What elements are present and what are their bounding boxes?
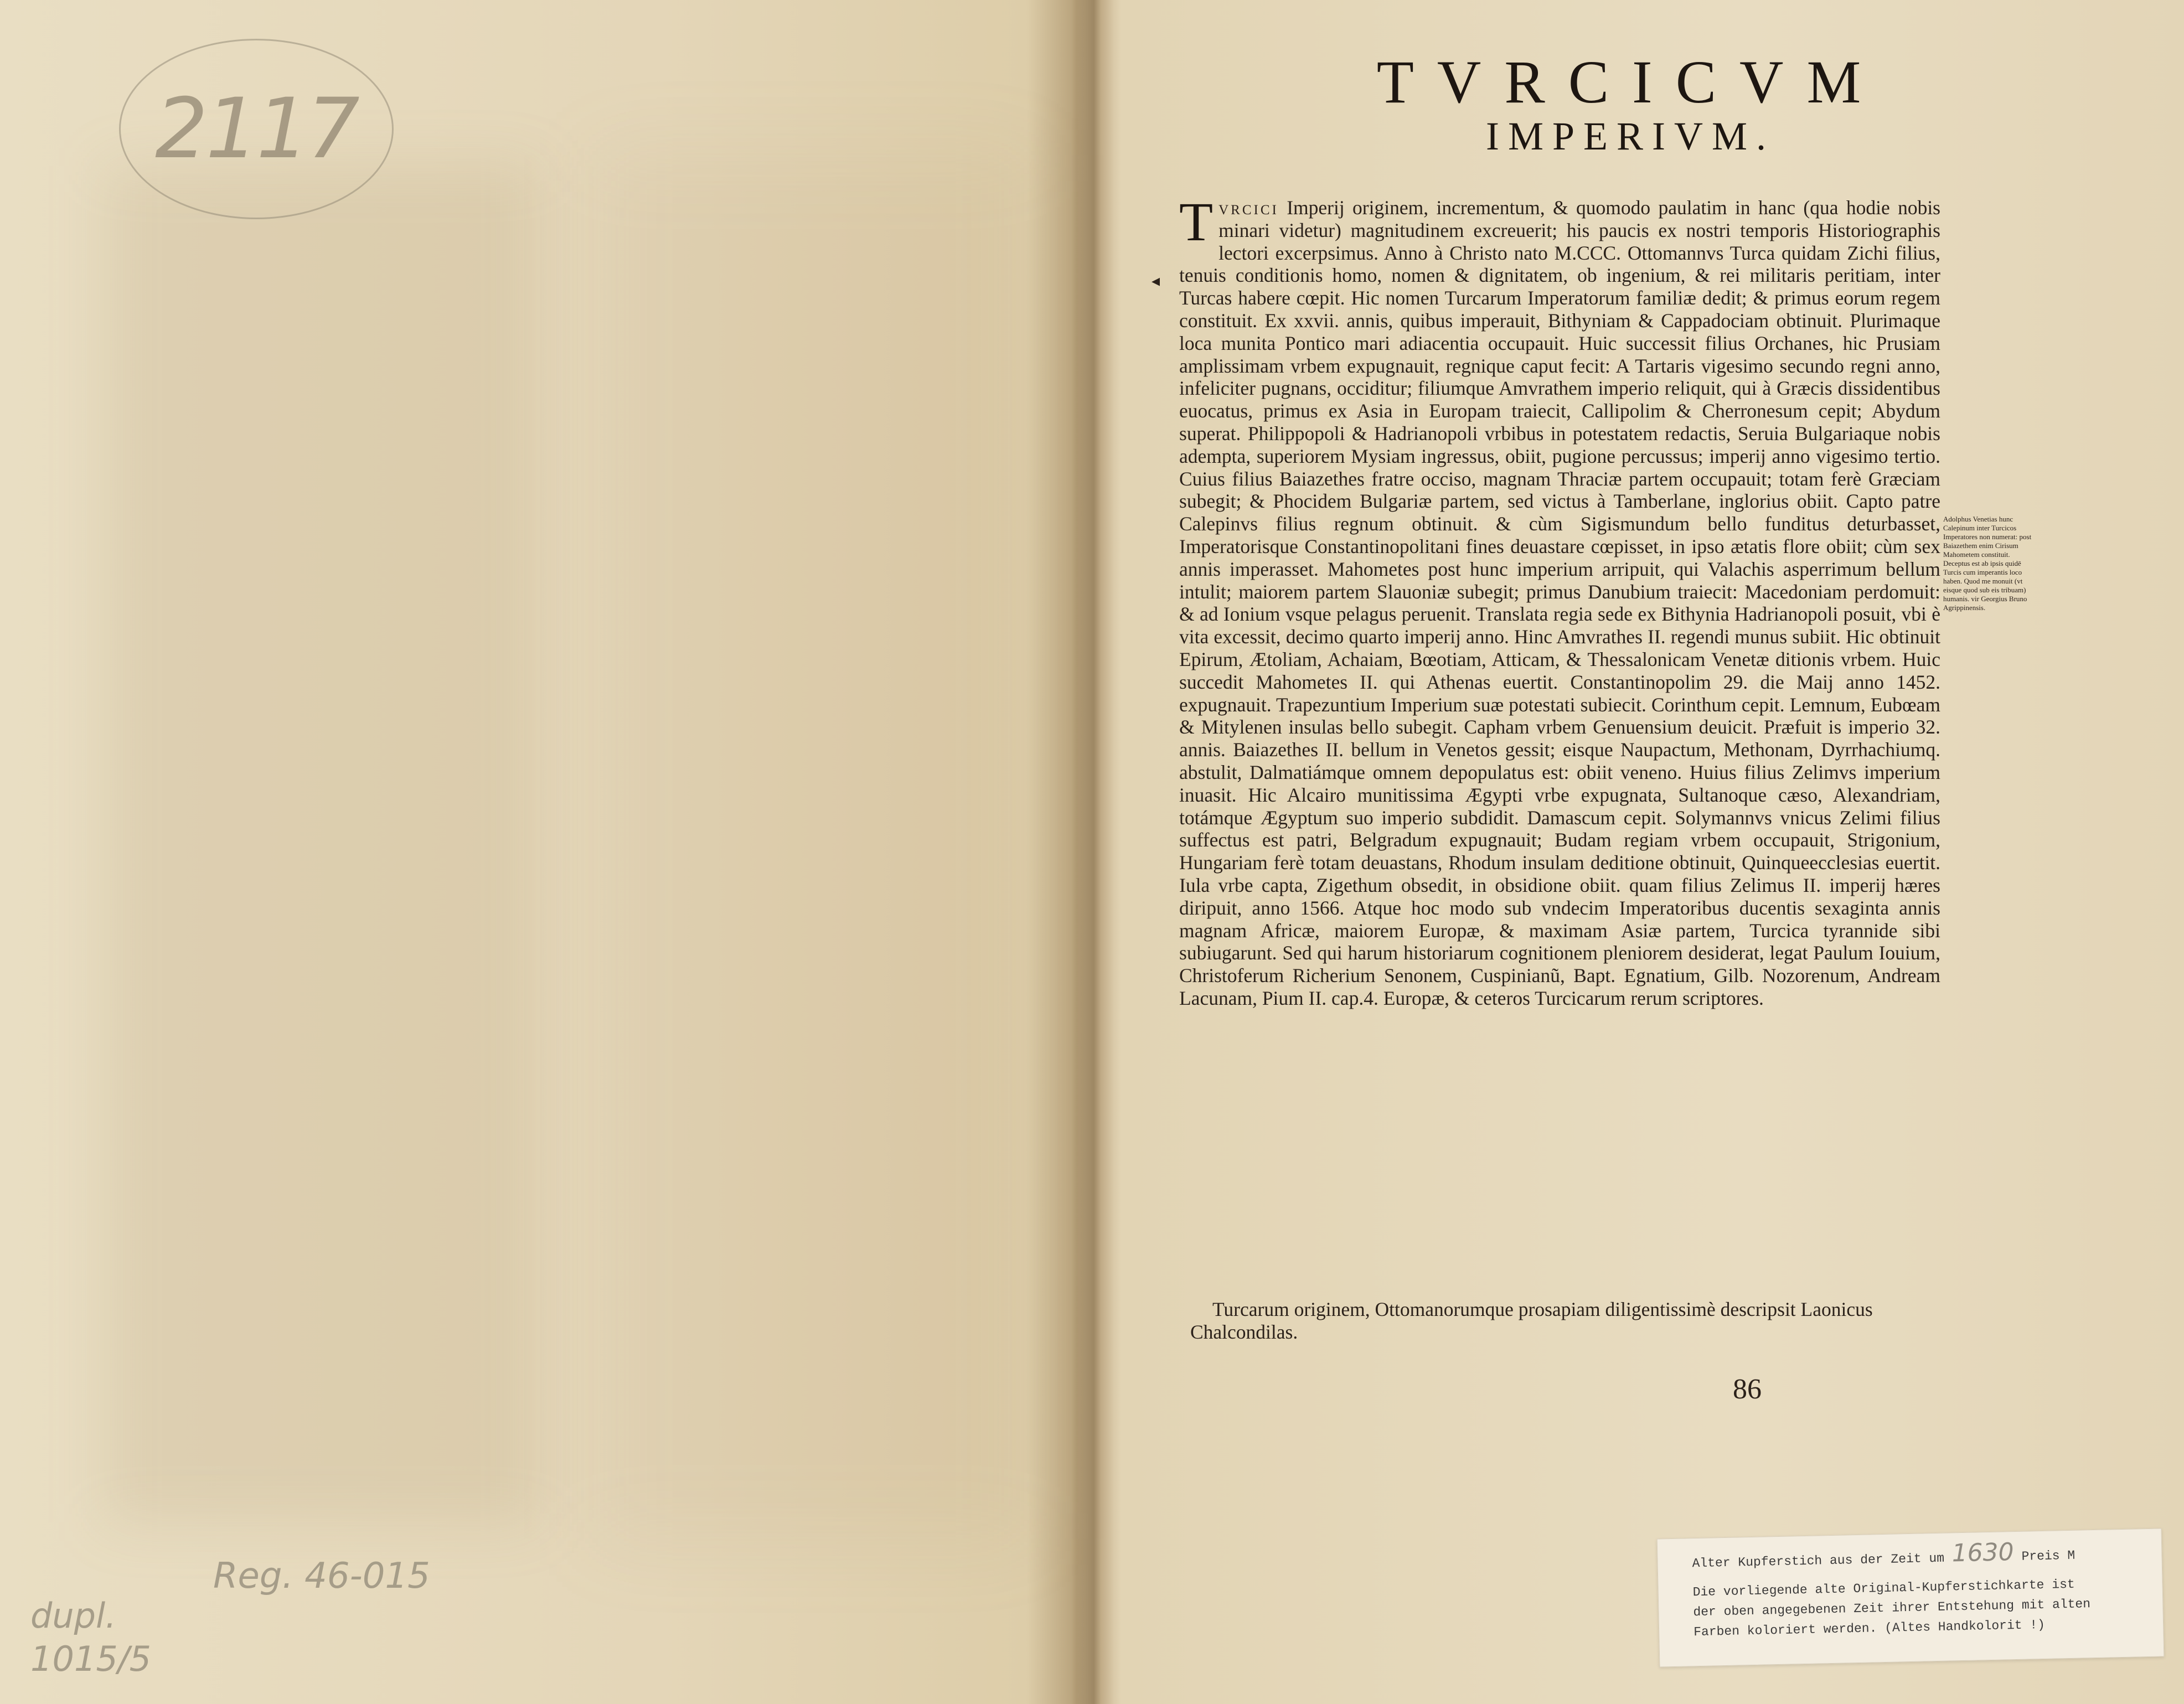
dupl-line-2: 1015/5 bbox=[30, 1639, 152, 1679]
paragraph-opening-smallcaps: vrcici bbox=[1219, 197, 1279, 219]
map-show-through bbox=[105, 166, 537, 1522]
dealer-line-1-text: Alter Kupferstich aus der Zeit um bbox=[1692, 1551, 1945, 1571]
page-title: TVRCICVM bbox=[1376, 48, 1884, 116]
dealer-year: 1630 bbox=[1951, 1538, 2015, 1568]
pencil-duplicate-note bbox=[30, 1594, 151, 1681]
map-show-through-2 bbox=[598, 155, 1030, 1539]
closing-paragraph: Turcarum originem, Ottomanorumque prosapiam diligentissimè descripsit Laonicus Chalcondilas. bbox=[1190, 1298, 1873, 1343]
margin-note: Adolphus Venetias hunc Calepinum inter Turcicos Imperatores non numerat: post Baiazethem enim Cirisum Mahometem constituit. Deceptus est ab ipsis quidē Turcis cum imperantis loco haben. Quod me monuit (vt eisque quod sub eis tribuam) humanis. vir Georgius Bruno Agrippinensis. bbox=[1943, 515, 2032, 612]
dealer-label-line-1 bbox=[1692, 1538, 2157, 1572]
circled-inventory-number bbox=[119, 39, 394, 219]
dealer-label bbox=[1657, 1528, 2165, 1667]
main-paragraph bbox=[1179, 191, 1940, 1010]
page-subtitle: IMPERIVM. bbox=[1485, 114, 1775, 158]
main-text bbox=[1179, 191, 1940, 1010]
dealer-label-line-3: der oben angegebenen Zeit ihrer Entstehung mit alten bbox=[1693, 1597, 2091, 1620]
left-page bbox=[0, 0, 1074, 1704]
page-number: 86 bbox=[1733, 1373, 1762, 1405]
pencil-register-note: Reg. 46-015 bbox=[213, 1556, 430, 1597]
dealer-price: Preis M bbox=[2021, 1548, 2075, 1564]
circled-number-text: 2117 bbox=[155, 81, 358, 177]
dealer-label-line-2: Die vorliegende alte Original-Kupferstichkarte ist bbox=[1692, 1577, 2075, 1600]
paragraph-body: Imperij originem, incrementum, & quomodo paulatim in hanc (qua hodie nobis minari videtur) magnitudinem excreuerit; his paucis ex nostri temporis Historiographis lectori excerpsimus. Anno à Christo nato M.CCC. Ottomannvs Turca quidam Zichi filius, tenuis conditionis homo, nomen & dignitatem, ob ingenium, & rei militaris peritiam, inter Turcas habere cœpit. Hic nomen Turcarum Imperatorum familiæ dedit; & primus eorum regem constituit. Ex xxvii. annis, quibus imperauit, Bithyniam & Cappadociam obtinuit. Plurimaque loca munita Pontico mari adiacentia occupauit. Huic successit filius Orchanes, hic Prusiam amplissimam vrbem expugnauit, regnique caput fecit: A Tartaris vigesimo secundo regni anno, infeliciter pugnans, occiditur; filiumque Amvrathem imperio reliquit, qui à Græcis dissidentibus euocatus, primus ex Asia in Europam traiecit, Callipolim & Cherronesum cepit; Abydum superat. Philippopoli & Hadrianopoli vrbibus in potestatem redactis, Seruia Bulgariaque nobis adempta, superiorem Mysiam ingressus, obiit, pugione percussus; imperij anno vigesimo tertio. Cuius filius Baiazethes fratre occiso, magnam Thraciæ partem occupauit; totam ferè Græciam subegit; & Phocidem Bulgariæ partem, sed victus à Tamberlane, inglorius obiit. Capto patre Calepinvs filius regnum obtinuit. & cùm Sigismundum bello funditus deturbasset, Imperatorisque Constantinopolitani fines deuastare cœpisset, in ipso ætatis flore obiit; cùm sex annis imperasset. Mahometes post hunc imperium arripuit, qui Valachis asperrimum bellum intulit; maiorem partem Slauoniæ subegit; primus Danubium traiecit: Macedoniam perdomuit: & ad Ionium vsque pelagus peruenit. Translata regia sede ex Bithynia Hadrianopoli posuit, vbi è vita excessit, decimo quarto imperij anno. Hinc Amvrathes II. regendi munus subiit. Hic obtinuit Epirum, Ætoliam, Achaiam, Bœotiam, Atticam, & Thessalonicam Venetæ ditionis vrbem. Huic succedit Mahometes II. qui Athenas euertit. Constantinopolim 29. die Maij anno 1452. expugnauit. Trapezuntium Imperium suæ potestati subiecit. Corinthum cepit. Lemnum, Eubœam & Mitylenen insulas bello subegit. Capham vrbem Genuensium deuicit. Præfuit is imperio 32. annis. Baiazethes II. bellum in Venetos gessit; eisque Naupactum, Methonam, Dyrrhachiumq. abstulit, Dalmatiámque omnem depopulatus est: obiit veneno. Huius filius Zelimvs imperium inuasit. Hic Alcairo munitissima Ægypti vrbe expugnata, Sultanoque cæso, Alexandriam, totámque Ægyptum suo imperio subdidit. Damascum cepit. Solymannvs vnicus Zelimi filius suffectus est patri, Belgradum expugnauit; Budam regiam vrbem occupauit, Strigonium, Hungariam ferè totam deuastans, Rhodum insulam deditione obtinuit, Quinqueecclesias euertit. Iula vrbe capta, Zigethum obsedit, in obsidione obiit. quam filius Zelimus II. imperij hæres diripuit, anno 1566. Atque hoc modo sub vndecim Imperatoribus ducentis sexaginta annis magnam Africæ, maiorem Europæ, & maximam Asiæ partem, Turcica tyrannide sibi subiugarunt. Sed qui harum historiarum cognitionem pleniorem desiderat, legat Paulum Iouium, Christoferum Richerium Senonem, Cuspinianũ, Bapt. Egnatium, Gilb. Nozorenum, Andream Lacunam, Pium II. cap.4. Europæ, & ceteros Turcicarum rerum scriptores. bbox=[1179, 197, 1940, 1009]
dealer-label-line-4: Farben koloriert werden. (Altes Handkolorit !) bbox=[1693, 1617, 2046, 1640]
pointer-mark-icon: ◂ bbox=[1152, 272, 1160, 290]
right-page bbox=[1113, 0, 2184, 1704]
drop-cap: T bbox=[1179, 191, 1214, 252]
dupl-line-1: dupl. bbox=[30, 1595, 116, 1636]
